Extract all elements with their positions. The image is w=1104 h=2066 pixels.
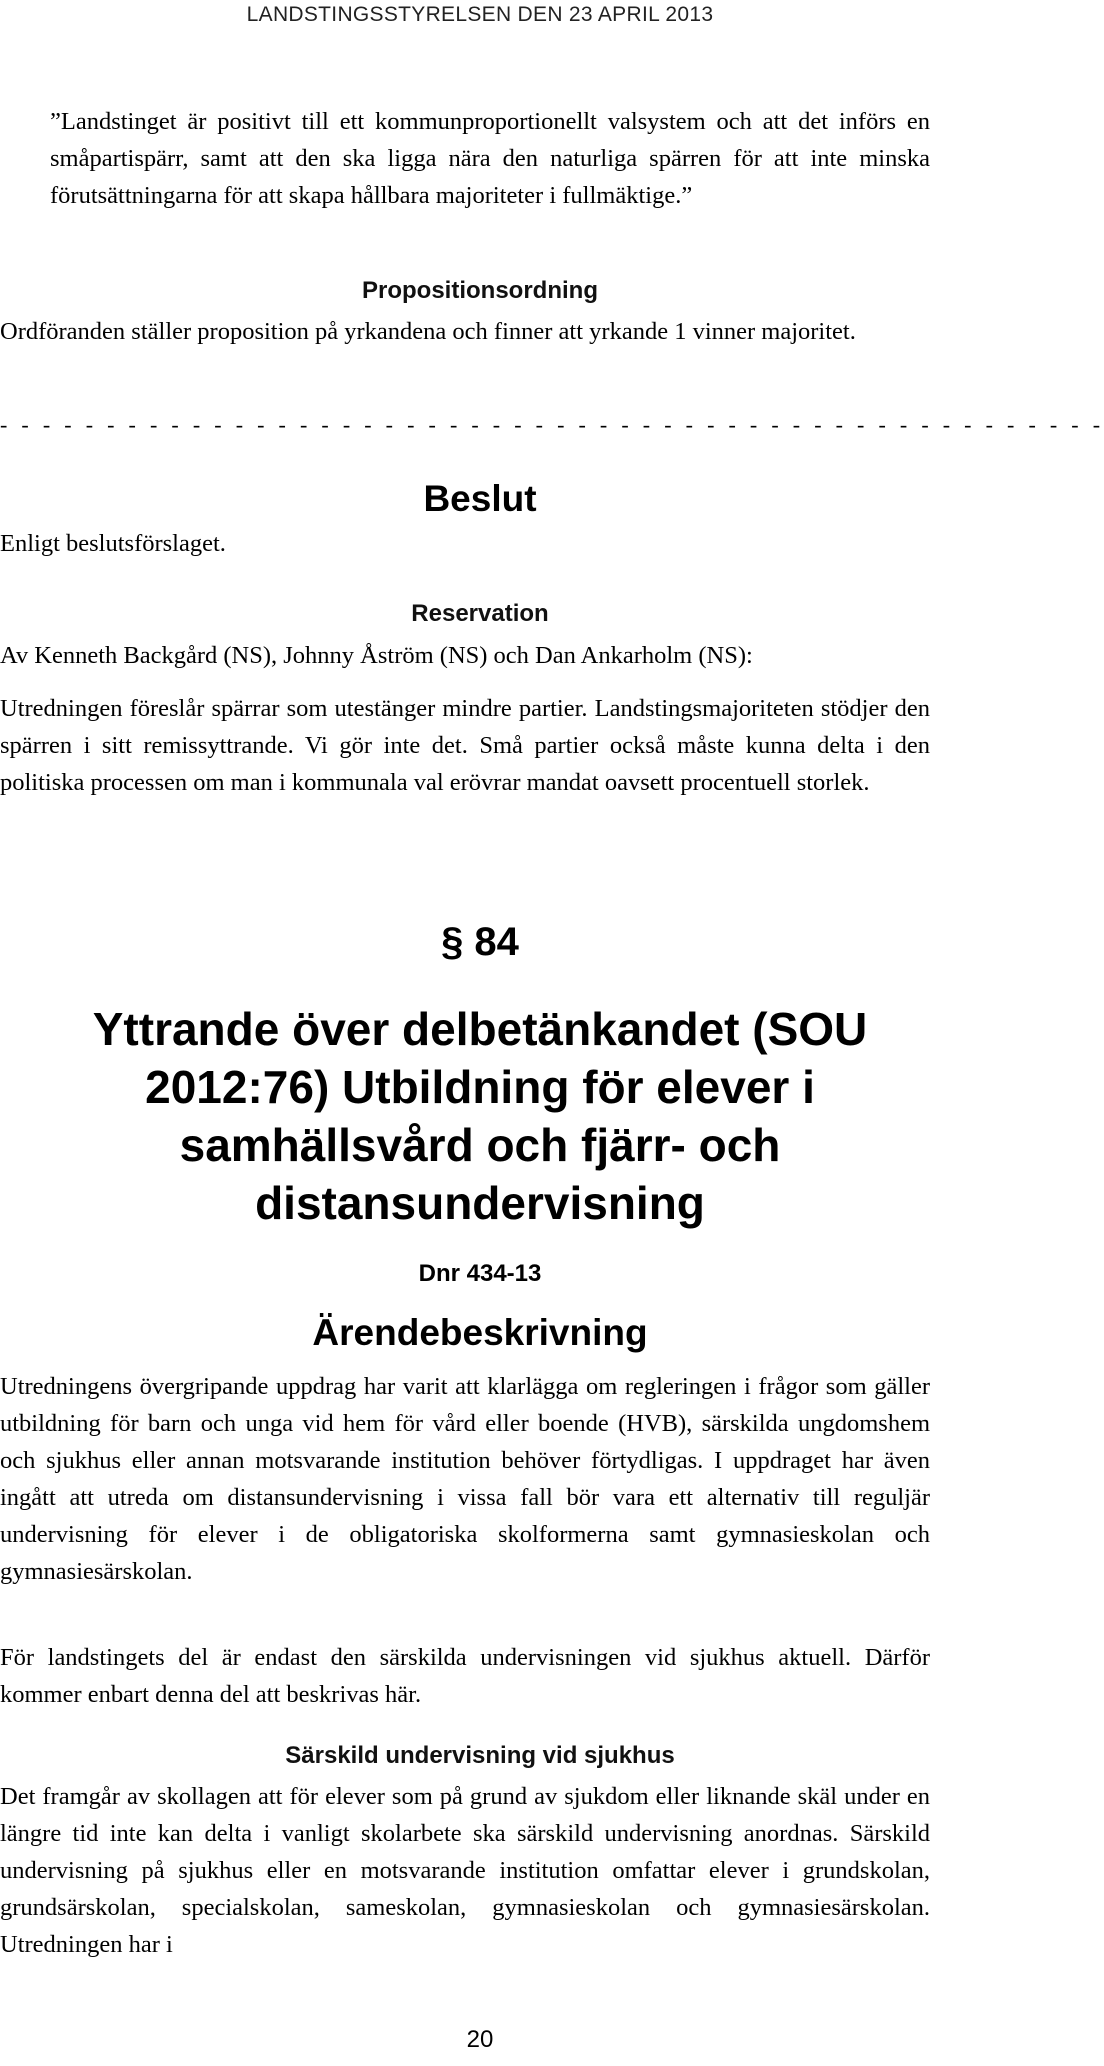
- section-number: § 84: [441, 920, 519, 964]
- arendebeskrivning-paragraph-2: För landstingets del är endast den särskilda undervisningen vid sjukhus aktuell. Därför kommer enbart denna del att beskrivas här.: [0, 1644, 930, 1708]
- beslut-heading: Beslut: [423, 478, 537, 519]
- reservation-text: Utredningen föreslår spärrar som utestänger mindre partier. Landstingsmajoriteten stödjer den spärren i sitt remissyttrande. Vi gör inte det. Små partier också måste kunna delta i den politiska processen om man i kommunala val erövrar mandat oavsett procentuell storlek.: [0, 695, 930, 796]
- sarskild-undervisning-heading: Särskild undervisning vid sjukhus: [285, 1742, 675, 1769]
- arendebeskrivning-paragraph-1: Utredningens övergripande uppdrag har varit att klarlägga om regleringen i frågor som gäller utbildning för barn och unga vid hem för vård eller boende (HVB), särskilda ungdomshem och sjukhus eller annan motsvarande institution behöver förtydligas. I uppdraget har även ingått att utreda om distansundervisning i vissa fall bör vara ett alternativ till reguljär undervisning för elever i de obligatoriska skolformerna samt gymnasieskolan och gymnasiesärskolan.: [0, 1373, 930, 1585]
- reservation-heading: Reservation: [411, 600, 549, 627]
- separator-line: - - - - - - - - - - - - - - - - - - - - - - - - - - - - - - - - - - - - - - - - - - - - - - - - - - - -: [0, 412, 1104, 437]
- page-number: 20: [466, 2026, 494, 2053]
- propositionsordning-heading: Propositionsordning: [362, 277, 598, 304]
- quoted-statement: ”Landstinget är positivt till ett kommunproportionellt valsystem och att det införs en småpartispärr, samt att den ska ligga nära den naturliga spärren för att inte minska förutsättningarna för att skapa hållbara majoriteter i fullmäktige.”: [50, 108, 930, 209]
- sarskild-undervisning-text: Det framgår av skollagen att för elever som på grund av sjukdom eller liknande skäl under en längre tid inte kan delta i vanligt skolarbete ska särskild undervisning anordnas. Särskild undervisning på sjukhus eller en motsvarande institution omfattar elever i grundskolan, grundsärskolan, specialskolan, sameskolan, gymnasieskolan och gymnasiesärskolan. Utredningen har i: [0, 1783, 930, 1958]
- running-header: LANDSTINGSSTYRELSEN DEN 23 APRIL 2013: [246, 3, 714, 26]
- arendebeskrivning-heading: Ärendebeskrivning: [312, 1312, 648, 1353]
- section-title: Yttrande över delbetänkandet (SOU 2012:76) Utbildning för elever i samhällsvård och fjärr- och distansundervisning: [92, 1003, 868, 1229]
- propositionsordning-text: Ordföranden ställer proposition på yrkandena och finner att yrkande 1 vinner majoritet.: [0, 318, 856, 345]
- diary-number: Dnr 434-13: [418, 1260, 542, 1287]
- beslut-text: Enligt beslutsförslaget.: [0, 530, 226, 557]
- reservation-authors: Av Kenneth Backgård (NS), Johnny Åström (NS) och Dan Ankarholm (NS):: [0, 642, 753, 669]
